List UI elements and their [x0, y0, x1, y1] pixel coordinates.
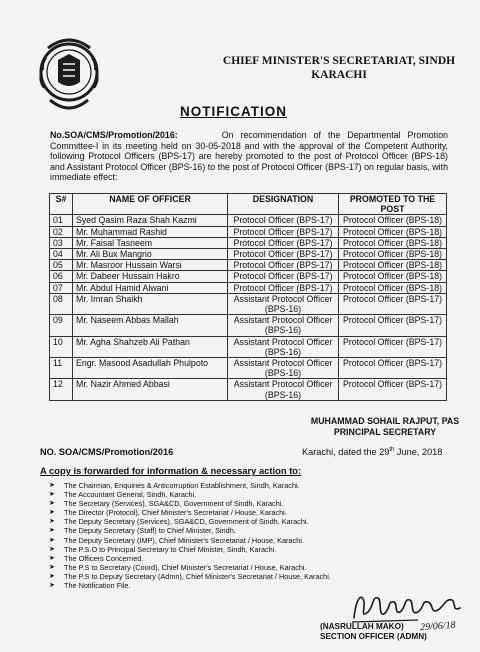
arrow-bullet-icon: ➤: [49, 527, 55, 535]
table-row: [50, 215, 447, 226]
row-designation: Protocol Officer (BPS-17): [228, 282, 339, 293]
list-item: [40, 581, 380, 590]
section-officer-block: [320, 622, 427, 642]
copy-forwarded-heading: A copy is forwarded for information & necessary action to:: [40, 465, 302, 476]
col-header-name: NAME OF OFFICER: [73, 194, 228, 215]
row-name: Syed Qasim Raza Shah Kazmi: [73, 215, 228, 226]
table-row: [50, 358, 447, 379]
list-item-text: The Director (Protocol), Chief Minister's Secretariat / House, Karachi.: [64, 508, 287, 518]
row-designation: Protocol Officer (BPS-17): [228, 271, 339, 282]
government-of-sindh-emblem-icon: [36, 30, 102, 118]
copy-date-suffix: June, 2018: [394, 447, 443, 458]
arrow-bullet-icon: ➤: [49, 545, 55, 553]
table-row: [50, 282, 447, 293]
row-name: Mr. Muhammad Rashid: [73, 226, 228, 237]
table-row: [50, 293, 447, 314]
row-promoted: Protocol Officer (BPS-18): [339, 215, 447, 226]
row-sn: 06: [50, 271, 73, 282]
table-row: [50, 226, 447, 237]
arrow-bullet-icon: ➤: [49, 482, 55, 489]
arrow-bullet-icon: ➤: [49, 536, 55, 544]
arrow-bullet-icon: ➤: [49, 572, 55, 580]
section-officer-title: SECTION OFFICER (ADMN): [320, 632, 427, 641]
list-item-text: The Deputy Secretary (IMP), Chief Minister's Secretariat / House, Karachi.: [64, 535, 304, 545]
row-name: Mr. Dabeer Hussain Hakro: [73, 271, 228, 282]
row-promoted: Protocol Officer (BPS-17): [339, 336, 447, 357]
row-sn: 11: [50, 358, 73, 379]
row-sn: 04: [50, 249, 73, 260]
copy-date-prefix: Karachi, dated the 29: [302, 447, 390, 458]
principal-secretary-title: PRINCIPAL SECRETARY: [333, 427, 437, 437]
list-item-text: The Deputy Secretary (Services), SGA&CD, Government of Sindh, Karachi.: [64, 517, 309, 527]
list-item: [40, 508, 380, 517]
header-title-line1: CHIEF MINISTER'S SECRETARIAT, SINDH: [222, 55, 456, 67]
table-row: [50, 237, 447, 248]
arrow-bullet-icon: ➤: [49, 491, 55, 499]
list-item: [40, 563, 380, 572]
row-name: Mr. Abdul Hamid Alwani: [73, 282, 228, 293]
row-promoted: Protocol Officer (BPS-17): [339, 293, 447, 314]
row-designation: Assistant Protocol Officer (BPS-16): [228, 336, 339, 357]
secretariat-header: [214, 54, 464, 82]
row-promoted: Protocol Officer (BPS-18): [339, 226, 447, 237]
row-promoted: Protocol Officer (BPS-17): [339, 358, 447, 379]
row-name: Mr. Imran Shaikh: [73, 293, 228, 314]
copy-reference-number: NO. SOA/CMS/Promotion/2016: [40, 447, 174, 457]
row-name: Mr. Faisal Tasneem: [73, 237, 228, 248]
table-row: [50, 260, 447, 271]
row-designation: Protocol Officer (BPS-17): [228, 215, 339, 226]
row-sn: 05: [50, 260, 73, 271]
row-name: Mr. Nazir Ahmed Abbasi: [73, 379, 228, 400]
list-item-text: The P.S to Deputy Secretary (Admn), Chief Minister's Secretariat / House, Karachi.: [64, 571, 331, 581]
list-item-text: The P.S.O to Principal Secretary to Chief Minister, Sindh, Karachi.: [64, 544, 277, 554]
notification-heading: NOTIFICATION: [180, 104, 287, 119]
table-header-row: [50, 194, 447, 215]
row-name: Mr. Agha Shahzeb Ali Pathan: [73, 336, 228, 357]
row-promoted: Protocol Officer (BPS-17): [339, 315, 447, 336]
copy-date: [302, 447, 442, 457]
row-designation: Assistant Protocol Officer (BPS-16): [228, 358, 339, 379]
header-title-line2: KARACHI: [311, 69, 367, 81]
promotion-table: [49, 193, 447, 401]
row-designation: Assistant Protocol Officer (BPS-16): [228, 315, 339, 336]
section-officer-name: (NASRULLAH MAKO): [320, 622, 404, 631]
notification-text: On recommendation of the Departmental Promotion Committee-I in its meeting held on 30-05-2018 and with the approval of the Competent Authority, following Protocol Officers (BPS-17) are hereby promoted to the post of Protocol Officer (BPS-18) and Assistant Protocol Officer (BPS-16) to the post of Protocol Officer (BPS-17) on regular basis, with immediate effect:: [50, 130, 448, 183]
arrow-bullet-icon: ➤: [49, 500, 55, 508]
row-name: Mr. Masroor Hussain Warsi: [73, 260, 228, 271]
list-item-text: The Accountant General, Sindh, Karachi.: [64, 490, 197, 500]
col-header-sn: S#: [50, 194, 73, 215]
row-sn: 02: [50, 226, 73, 237]
row-promoted: Protocol Officer (BPS-18): [339, 249, 447, 260]
arrow-bullet-icon: ➤: [49, 554, 55, 562]
list-item: [40, 517, 380, 526]
copy-date-suffix-sup: th: [389, 447, 395, 453]
row-promoted: Protocol Officer (BPS-18): [339, 271, 447, 282]
row-designation: Protocol Officer (BPS-17): [228, 249, 339, 260]
principal-secretary-name: MUHAMMAD SOHAIL RAJPUT, PAS: [310, 416, 460, 426]
table-row: [50, 336, 447, 357]
row-sn: 01: [50, 215, 73, 226]
list-item-text: The Officers Concerned.: [64, 553, 144, 563]
row-name: Mr. Ali Bux Mangrio: [73, 249, 228, 260]
list-item: [40, 490, 380, 499]
col-header-promoted: PROMOTED TO THE POST: [339, 194, 447, 215]
list-item-text: The Deputy Secretary (Staff) to Chief Minister, Sindh.: [64, 526, 236, 536]
row-designation: Protocol Officer (BPS-17): [228, 237, 339, 248]
row-promoted: Protocol Officer (BPS-18): [339, 282, 447, 293]
arrow-bullet-icon: ➤: [49, 582, 55, 590]
row-promoted: Protocol Officer (BPS-17): [339, 379, 447, 400]
table-row: [50, 379, 447, 400]
handwritten-date: 29/06/18: [419, 619, 456, 634]
row-sn: 10: [50, 336, 73, 357]
list-item-text: The Chairman, Enquiries & Anticorruption Establishment, Sindh, Karachi.: [64, 481, 300, 490]
row-promoted: Protocol Officer (BPS-18): [339, 260, 447, 271]
col-header-designation: DESIGNATION: [228, 194, 339, 215]
list-item: [40, 572, 380, 581]
row-designation: Protocol Officer (BPS-17): [228, 226, 339, 237]
arrow-bullet-icon: ➤: [49, 563, 55, 571]
table-row: [50, 315, 447, 336]
row-designation: Assistant Protocol Officer (BPS-16): [228, 293, 339, 314]
row-name: Engr. Masood Asadullah Phulpoto: [73, 358, 228, 379]
list-item: [40, 554, 380, 563]
list-item: [40, 536, 380, 545]
arrow-bullet-icon: ➤: [49, 509, 55, 517]
list-item: [40, 526, 380, 535]
row-sn: 07: [50, 282, 73, 293]
list-item: [40, 481, 380, 490]
row-sn: 08: [50, 293, 73, 314]
list-item-text: The Notification File.: [64, 581, 131, 591]
row-sn: 12: [50, 379, 73, 400]
row-name: Mr. Naseem Abbas Mallah: [73, 315, 228, 336]
row-designation: Protocol Officer (BPS-17): [228, 260, 339, 271]
list-item: [40, 499, 380, 508]
arrow-bullet-icon: ➤: [49, 518, 55, 526]
notification-reference: No.SOA/CMS/Promotion/2016:: [50, 130, 178, 140]
row-designation: Assistant Protocol Officer (BPS-16): [228, 379, 339, 400]
table-row: [50, 271, 447, 282]
list-item: [40, 545, 380, 554]
distribution-list: [40, 481, 380, 590]
principal-secretary-signature-block: [300, 416, 470, 438]
row-sn: 09: [50, 315, 73, 336]
notification-body: [50, 130, 448, 183]
list-item-text: The P.S to Secretary (Coord), Chief Minister's Secretariat / House, Karachi.: [64, 562, 307, 572]
row-sn: 03: [50, 237, 73, 248]
list-item-text: The Secretary (Services), SGA&CD, Government of Sindh, Karachi.: [64, 499, 284, 509]
table-row: [50, 249, 447, 260]
row-promoted: Protocol Officer (BPS-18): [339, 237, 447, 248]
